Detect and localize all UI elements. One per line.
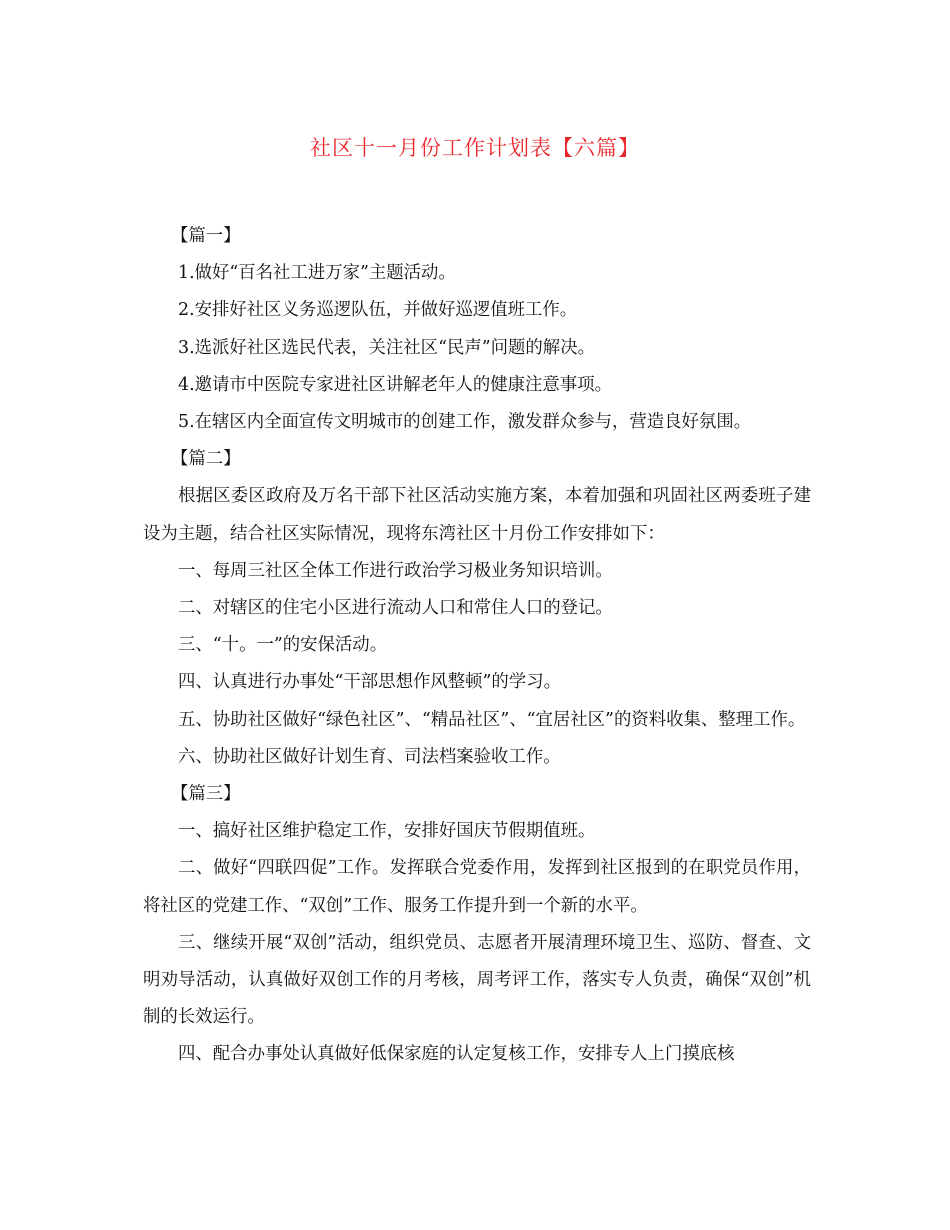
section-heading: 【篇一】: [171, 226, 241, 246]
paragraph: 四、配合办事处认真做好低保家庭的认定复核工作，安排专人上门摸底核: [178, 1044, 735, 1065]
paragraph: 六、协助社区做好计划生育、司法档案验收工作。: [178, 746, 561, 767]
paragraph: 2.安排好社区义务巡逻队伍，并做好巡逻值班工作。: [178, 300, 578, 321]
paragraph: 四、认真进行办事处“干部思想作风整顿”的学习。: [178, 672, 561, 693]
paragraph: 4.邀请市中医院专家进社区讲解老年人的健康注意事项。: [178, 374, 612, 395]
paragraph: 5.在辖区内全面宣传文明城市的创建工作，激发群众参与，营造良好氛围。: [178, 412, 752, 433]
document-title: 社区十一月份工作计划表【六篇】: [310, 136, 640, 160]
paragraph: 三、继续开展“双创”活动，组织党员、志愿者开展清理环境卫生、巡防、督查、文明劝导活动，认真做好双创工作的月考核，周考评工作，落实专人负责，确保“双创”机制的长效运行。: [143, 932, 811, 1028]
section-3: [143, 776, 811, 1074]
section-2: [143, 441, 811, 776]
paragraph: 二、对辖区的住宅小区进行流动人口和常住人口的登记。: [178, 598, 613, 619]
section-1: [143, 218, 811, 441]
paragraph: 二、做好“四联四促”工作。发挥联合党委作用，发挥到社区报到的在职党员作用，将社区的党建工作、“双创”工作、服务工作提升到一个新的水平。: [143, 858, 811, 916]
section-heading: 【篇三】: [171, 784, 241, 805]
paragraph: 五、协助社区做好“绿色社区”、“精品社区”、“宜居社区”的资料收集、整理工作。: [178, 709, 806, 730]
document-body: [143, 218, 811, 1074]
paragraph: 3.选派好社区选民代表，关注社区“民声”问题的解决。: [178, 337, 595, 358]
section-heading: 【篇二】: [171, 449, 241, 470]
paragraph: 1.做好“百名社工进万家”主题活动。: [178, 263, 456, 284]
paragraph: 一、搞好社区维护稳定工作，安排好国庆节假期值班。: [178, 821, 596, 842]
paragraph: 根据区委区政府及万名干部下社区活动实施方案，本着加强和巩固社区两委班子建设为主题，结合社区实际情况，现将东湾社区十月份工作安排如下：: [143, 486, 811, 544]
paragraph: 一、每周三社区全体工作进行政治学习极业务知识培训。: [178, 560, 613, 581]
paragraph: 三、“十。一”的安保活动。: [178, 635, 388, 656]
